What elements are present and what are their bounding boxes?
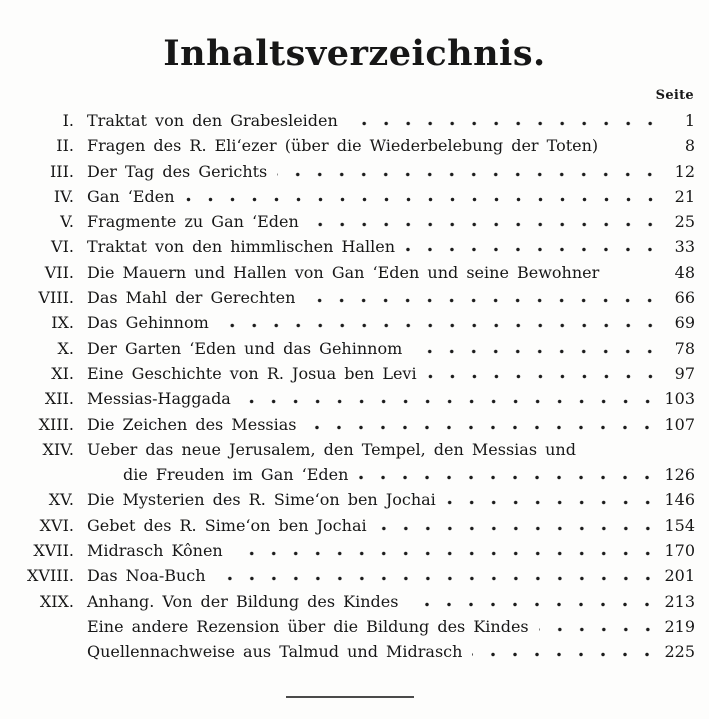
dot-leader	[241, 399, 659, 404]
toc-row	[8, 592, 695, 617]
page-column-header: Seite	[655, 88, 694, 103]
toc-page-number: 25	[674, 212, 695, 232]
toc-entry-title: Das Noa-Buch	[87, 566, 206, 586]
dot-leader	[216, 576, 659, 581]
dot-leader	[609, 273, 661, 278]
toc-row	[8, 162, 695, 187]
dot-leader	[358, 475, 658, 480]
toc-entry-title: Das Gehinnom	[87, 313, 209, 333]
dot-leader	[405, 247, 661, 252]
toc-row	[8, 617, 695, 642]
toc-page-number: 12	[674, 161, 695, 181]
toc-page-number: 219	[664, 616, 695, 636]
dot-leader	[305, 298, 661, 303]
dot-leader	[348, 121, 661, 126]
toc-roman-numeral: IV.	[53, 186, 74, 206]
table-of-contents	[8, 111, 695, 668]
toc-page-number: 146	[664, 490, 695, 510]
toc-roman-numeral: XI.	[51, 363, 74, 383]
toc-entry-title: Fragmente zu Gan ‘Eden	[87, 212, 299, 232]
dot-leader	[233, 551, 659, 556]
toc-page-number: 1	[684, 111, 695, 130]
toc-roman-numeral: VII.	[44, 262, 74, 282]
dot-leader	[219, 323, 661, 328]
toc-entry-title: Die Zeichen des Messias	[87, 414, 297, 434]
toc-page-number: 154	[664, 515, 695, 535]
dot-leader	[408, 602, 658, 607]
dot-leader	[539, 627, 659, 632]
toc-entry-title: Fragen des R. Eli‘ezer (über die Wiederbelebung der Toten)	[87, 136, 599, 156]
toc-entry-title: Die Mysterien des R. Sime‘on ben Jochai	[87, 490, 436, 510]
toc-entry-title: Messias-Haggada	[87, 389, 231, 409]
toc-page-number: 97	[674, 363, 695, 383]
toc-entry-title: Gebet des R. Sime‘on ben Jochai	[87, 515, 367, 535]
toc-page-number: 107	[664, 414, 695, 434]
toc-page-number: 8	[684, 136, 695, 156]
toc-page-number: 33	[674, 237, 695, 257]
toc-page-number: 170	[664, 541, 695, 561]
toc-page-number: 126	[664, 465, 695, 485]
toc-entry-title: Ueber das neue Jerusalem, den Tempel, den Messias und	[87, 439, 576, 459]
toc-roman-numeral: XIV.	[42, 439, 74, 459]
toc-page-number: 78	[674, 338, 695, 358]
toc-entry-title: Traktat von den Grabesleiden	[87, 111, 338, 130]
toc-entry-title: Traktat von den himmlischen Hallen	[87, 237, 396, 257]
toc-entry-title: die Freuden im Gan ‘Eden	[123, 465, 349, 485]
toc-entry-title: Eine andere Rezension über die Bildung des Kindes	[87, 616, 529, 636]
toc-row	[8, 440, 695, 465]
toc-row	[8, 111, 695, 136]
toc-roman-numeral: III.	[49, 161, 74, 181]
toc-entry-title: Der Garten ‘Eden und das Gehinnom	[87, 338, 403, 358]
toc-roman-numeral: XVI.	[39, 515, 74, 535]
toc-row	[8, 516, 695, 541]
dot-leader	[185, 197, 662, 202]
toc-page-number: 21	[674, 186, 695, 206]
dot-leader	[427, 374, 661, 379]
toc-roman-numeral: XVII.	[33, 541, 74, 561]
dot-leader	[472, 652, 658, 657]
dot-leader	[377, 526, 659, 531]
toc-row	[8, 415, 695, 440]
toc-roman-numeral: XV.	[48, 490, 74, 510]
toc-entry-title: Das Mahl der Gerechten	[87, 288, 296, 308]
dot-leader	[277, 172, 661, 177]
toc-row	[8, 237, 695, 262]
toc-page-number: 201	[664, 566, 695, 586]
toc-entry-title: Eine Geschichte von R. Josua ben Levi	[87, 363, 417, 383]
toc-roman-numeral: I.	[62, 111, 74, 130]
toc-row	[8, 364, 695, 389]
toc-roman-numeral: XIX.	[39, 591, 74, 611]
toc-row	[8, 642, 695, 667]
toc-roman-numeral: XIII.	[38, 414, 74, 434]
dot-leader	[608, 146, 661, 151]
toc-row	[8, 288, 695, 313]
toc-roman-numeral: V.	[60, 212, 74, 232]
toc-row	[8, 339, 695, 364]
toc-roman-numeral: X.	[57, 338, 74, 358]
toc-entry-title: Gan ‘Eden	[87, 186, 175, 206]
toc-row	[8, 389, 695, 414]
toc-row	[8, 263, 695, 288]
toc-row	[8, 566, 695, 591]
toc-entry-title: Die Mauern und Hallen von Gan ‘Eden und seine Bewohner	[87, 262, 600, 282]
toc-row	[8, 465, 695, 490]
toc-row	[8, 212, 695, 237]
toc-page-number: 48	[674, 262, 695, 282]
toc-entry-title: Quellennachweise aus Talmud und Midrasch	[87, 642, 463, 662]
toc-roman-numeral: XII.	[44, 389, 74, 409]
toc-entry-title: Der Tag des Gerichts	[87, 161, 268, 181]
dot-leader	[446, 500, 659, 505]
toc-row	[8, 541, 695, 566]
dot-leader	[306, 425, 658, 430]
toc-roman-numeral: XVIII.	[27, 566, 74, 586]
toc-page-number: 69	[674, 313, 695, 333]
toc-page-number: 66	[674, 288, 695, 308]
toc-roman-numeral: IX.	[51, 313, 74, 333]
toc-roman-numeral: VIII.	[38, 288, 74, 308]
toc-entry-title: Anhang. Von der Bildung des Kindes	[87, 591, 399, 611]
toc-page-number: 213	[664, 591, 695, 611]
toc-row	[8, 136, 695, 161]
toc-roman-numeral: II.	[56, 136, 74, 156]
toc-row	[8, 187, 695, 212]
page-title: Inhaltsverzeichnis.	[163, 33, 546, 74]
dot-leader	[309, 222, 661, 227]
toc-roman-numeral: VI.	[51, 237, 74, 257]
toc-entry-title: Midrasch Kônen	[87, 541, 223, 561]
dot-leader	[586, 450, 661, 455]
dot-leader	[412, 349, 661, 354]
toc-row	[8, 313, 695, 338]
toc-page-number: 103	[664, 389, 695, 409]
toc-page-number: 225	[664, 642, 695, 662]
toc-row	[8, 490, 695, 515]
bottom-rule	[286, 696, 414, 698]
